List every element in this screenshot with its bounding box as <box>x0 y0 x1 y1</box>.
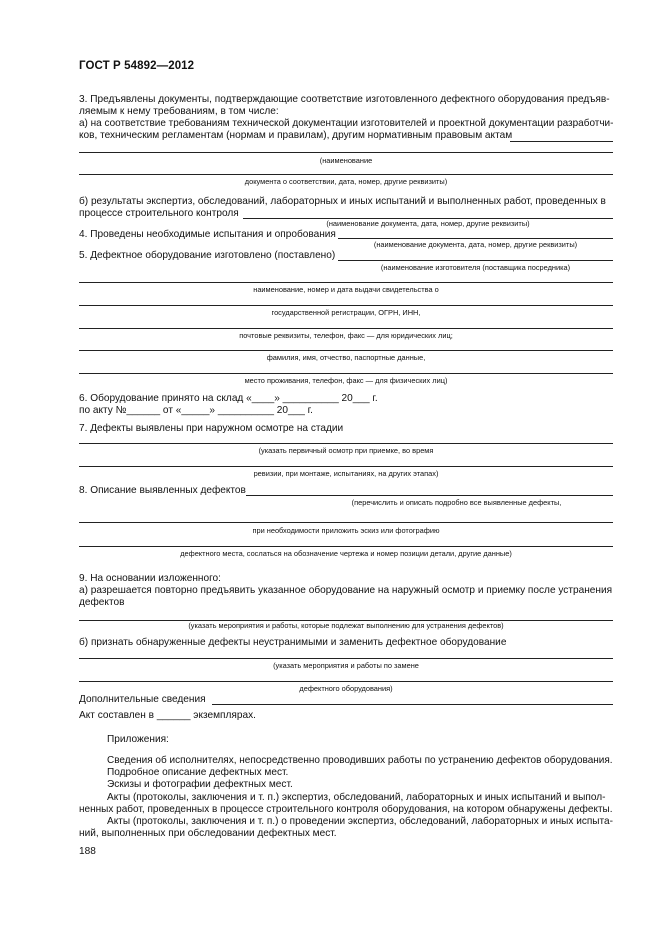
item5-fill-line <box>338 260 613 261</box>
item3a-line1: а) на соответствие требованиям технической документации изготовителей и проектной документации разработчи- <box>79 118 614 129</box>
item9-line1: 9. На основании изложенного: <box>79 573 221 584</box>
item8-caption3: дефектного места, сослаться на обозначение чертежа и номер позиции детали, другие данные) <box>180 549 512 558</box>
page-number: 188 <box>79 846 96 857</box>
item7-line-b <box>79 466 613 467</box>
item8-line-a <box>79 522 613 523</box>
item3b-line2: процессе строительного контроля <box>79 208 239 219</box>
extra-copies: Акт составлен в ______ экземплярах. <box>79 710 256 721</box>
item4-caption: (наименование документа, дата, номер, другие реквизиты) <box>373 240 578 249</box>
item5-caption1: (наименование изготовителя (поставщика посредника) <box>380 263 571 272</box>
item4-text: 4. Проведены необходимые испытания и опробования <box>79 229 336 240</box>
item5-line-e <box>79 373 613 374</box>
item9-caption2: (указать мероприятия и работы по замене <box>273 661 419 670</box>
item3-line2: ляемым к нему требованиям, в том числе: <box>79 106 279 117</box>
item5-caption3: государственной регистрации, ОГРН, ИНН, <box>271 308 421 317</box>
item5-caption2: наименование, номер и дата выдачи свидетельства о <box>253 285 439 294</box>
item8-line-b <box>79 546 613 547</box>
item5-line-c <box>79 328 613 329</box>
item5-caption6: место проживания, телефон, факс — для физических лиц) <box>244 376 448 385</box>
item5-line-a <box>79 282 613 283</box>
item3a-line-a <box>79 152 613 153</box>
item3a-fill-line <box>510 141 613 142</box>
extra-info-line <box>212 704 613 705</box>
item3b-line1: б) результаты экспертиз, обследований, лабораторных и иных испытаний и выполненных работ, проведенных в <box>79 196 606 207</box>
item5-caption5: фамилия, имя, отчество, паспортные данные, <box>266 353 426 362</box>
item5-line-b <box>79 305 613 306</box>
item9a-line2: дефектов <box>79 597 125 608</box>
item8-fill-line <box>246 495 613 496</box>
item7-caption2: ревизии, при монтаже, испытаниях, на других этапах) <box>253 469 439 478</box>
appendix-p1: Сведения об исполнителях, непосредственно проводивших работы по устранению дефектов оборудования. <box>107 755 613 766</box>
item9b-line-b <box>79 681 613 682</box>
item6-line2: по акту №______ от «_____» __________ 20___ г. <box>79 405 313 416</box>
item6-line1: 6. Оборудование принято на склад «____» __________ 20___ г. <box>79 393 378 404</box>
item8-caption1: (перечислить и описать подробно все выявленные дефекты, <box>351 498 562 507</box>
appendix-p3: Эскизы и фотографии дефектных мест. <box>107 779 293 790</box>
item3a-caption1: (наименование <box>319 156 373 165</box>
item3a-line-b <box>79 174 613 175</box>
item3a-line2: ков, техническим регламентам (нормам и правилам), другим нормативным правовым актам <box>79 130 513 141</box>
appendix-p5-line2: ний, выполненных при обследовании дефектных мест. <box>79 828 337 839</box>
item5-text: 5. Дефектное оборудование изготовлено (поставлено) <box>79 250 336 261</box>
item8-caption2: при необходимости приложить эскиз или фотографию <box>252 526 440 535</box>
item9b-line1: б) признать обнаруженные дефекты неустранимыми и заменить дефектное оборудование <box>79 637 507 648</box>
document-header: ГОСТ Р 54892—2012 <box>79 60 195 72</box>
item3-line1: 3. Предъявлены документы, подтверждающие соответствие изготовленного дефектного оборудования предъяв- <box>79 94 610 105</box>
appendix-p4-line1: Акты (протоколы, заключения и т. п.) экспертиз, обследований, лабораторных и иных испытаний и выпол- <box>107 792 606 803</box>
item9b-line-a <box>79 658 613 659</box>
item8-text: 8. Описание выявленных дефектов <box>79 485 246 496</box>
appendix-p2: Подробное описание дефектных мест. <box>107 767 289 778</box>
item7-caption1: (указать первичный осмотр при приемке, во время <box>258 446 434 455</box>
item9-caption3: дефектного оборудования) <box>299 684 393 693</box>
appendix-title: Приложения: <box>107 734 169 745</box>
item4-fill-line <box>338 238 613 239</box>
item5-line-d <box>79 350 613 351</box>
appendix-p4-line2: ненных работ, проведенных в процессе строительного контроля оборудования, на котором обнаружены дефекты. <box>79 804 613 815</box>
item9a-line1: а) разрешается повторно предъявить указанное оборудование на наружный осмотр и приемку после устранения <box>79 585 613 596</box>
item9-caption1: (указать мероприятия и работы, которые подлежат выполнению для устранения дефектов) <box>188 621 504 630</box>
item7-text: 7. Дефекты выявлены при наружном осмотре на стадии <box>79 423 344 434</box>
item7-line-a <box>79 443 613 444</box>
appendix-p5-line1: Акты (протоколы, заключения и т. п.) о проведении экспертиз, обследований, лабораторных и иных испыта- <box>107 816 613 827</box>
extra-info: Дополнительные сведения <box>79 694 206 705</box>
item5-caption4: почтовые реквизиты, телефон, факс — для юридических лиц; <box>239 331 453 340</box>
item3a-caption2: документа о соответствии, дата, номер, другие реквизиты) <box>244 177 448 186</box>
item3b-caption: (наименование документа, дата, номер, другие реквизиты) <box>326 219 530 228</box>
